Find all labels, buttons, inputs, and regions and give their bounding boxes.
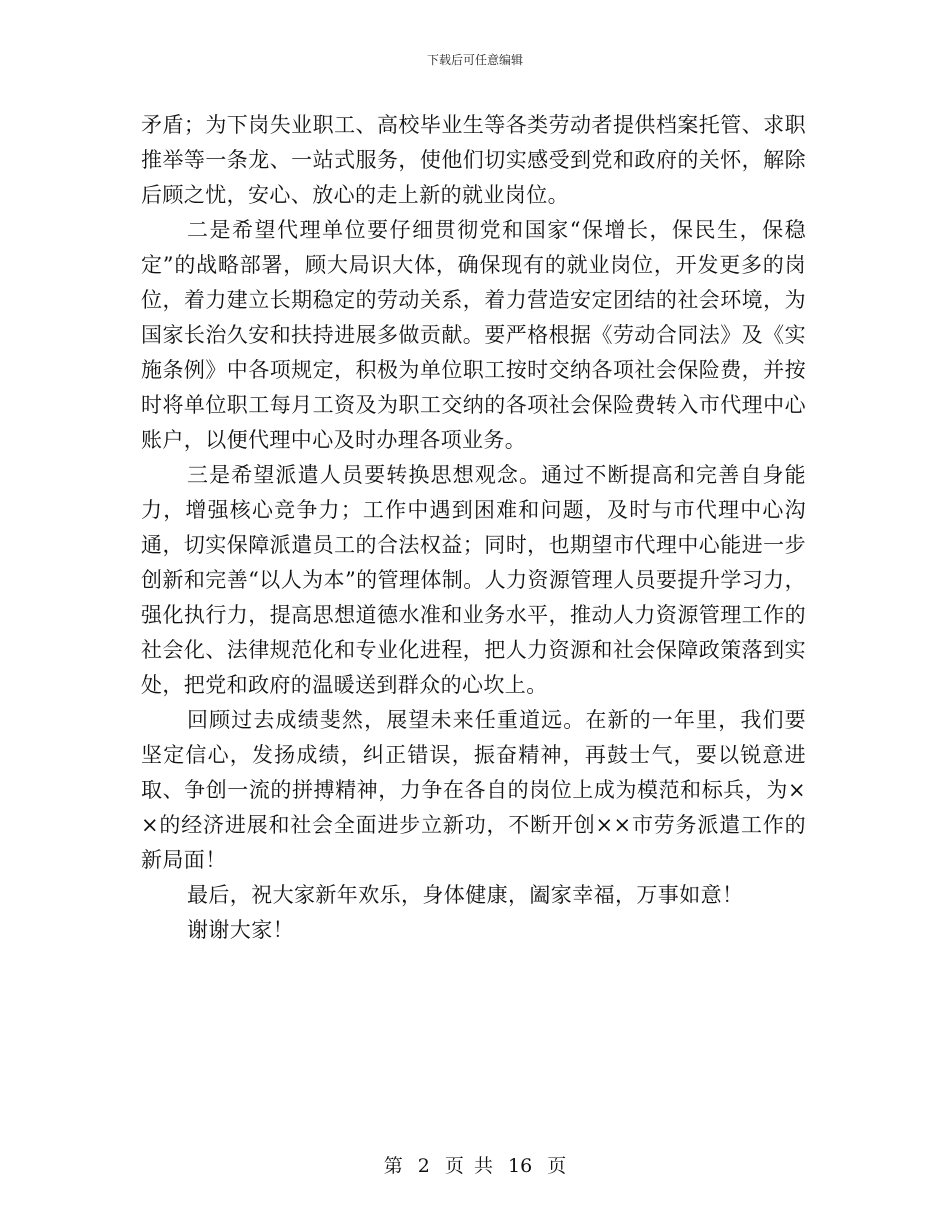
footer-prefix: 第 <box>383 1155 403 1177</box>
page-header: 下载后可任意编辑 <box>426 53 523 67</box>
current-page-number: 2 <box>417 1155 430 1177</box>
paragraph-5: 最后，祝大家新年欢乐，身体健康，阖家幸福，万事如意！ <box>187 883 744 907</box>
footer-suffix: 页 <box>547 1155 567 1177</box>
paragraph-2: 二是希望代理单位要仔细贯彻党和国家“保增长，保民生，保稳定”的战略部署，顾大局识大体，确保现有的就业岗位，开发更多的岗位，着力建立长期稳定的劳动关系，着力营造安定团结的社会环境，为国家长治久安和扶持进展多做贡献。要严格根据《劳动合同法》及《实施条例》中各项规定，积极为单位职工按时交纳各项社会保险费，并按时将单位职工每月工资及为职工交纳的各项社会保险费转入市代理中心账户，以便代理中心及时办理各项业务。 <box>141 218 806 452</box>
paragraph-6: 谢谢大家！ <box>187 918 294 942</box>
paragraph-1: 矛盾；为下岗失业职工、高校毕业生等各类劳动者提供档案托管、求职推举等一条龙、一站式服务，使他们切实感受到党和政府的关怀，解除后顾之忧，安心、放心的走上新的就业岗位。 <box>141 113 806 207</box>
total-pages-number: 16 <box>508 1155 533 1177</box>
document-body <box>141 108 806 948</box>
paragraph-4: 回顾过去成绩斐然，展望未来任重道远。在新的一年里，我们要坚定信心，发扬成绩，纠正错误，振奋精神，再鼓士气，要以锐意进取、争创一流的拼搏精神，力争在各自的岗位上成为模范和标兵，为××的经济进展和社会全面进步立新功，不断开创××市劳务派遣工作的新局面！ <box>141 708 806 872</box>
footer-middle: 页 共 <box>444 1155 493 1177</box>
page-footer <box>0 1154 950 1178</box>
paragraph-3: 三是希望派遣人员要转换思想观念。通过不断提高和完善自身能力，增强核心竞争力；工作中遇到困难和问题，及时与市代理中心沟通，切实保障派遣员工的合法权益；同时，也期望市代理中心能进一步创新和完善“以人为本”的管理体制。人力资源管理人员要提升学习力，强化执行力，提高思想道德水准和业务水平，推动人力资源管理工作的社会化、法律规范化和专业化进程，把人力资源和社会保障政策落到实处，把党和政府的温暖送到群众的心坎上。 <box>141 463 806 697</box>
